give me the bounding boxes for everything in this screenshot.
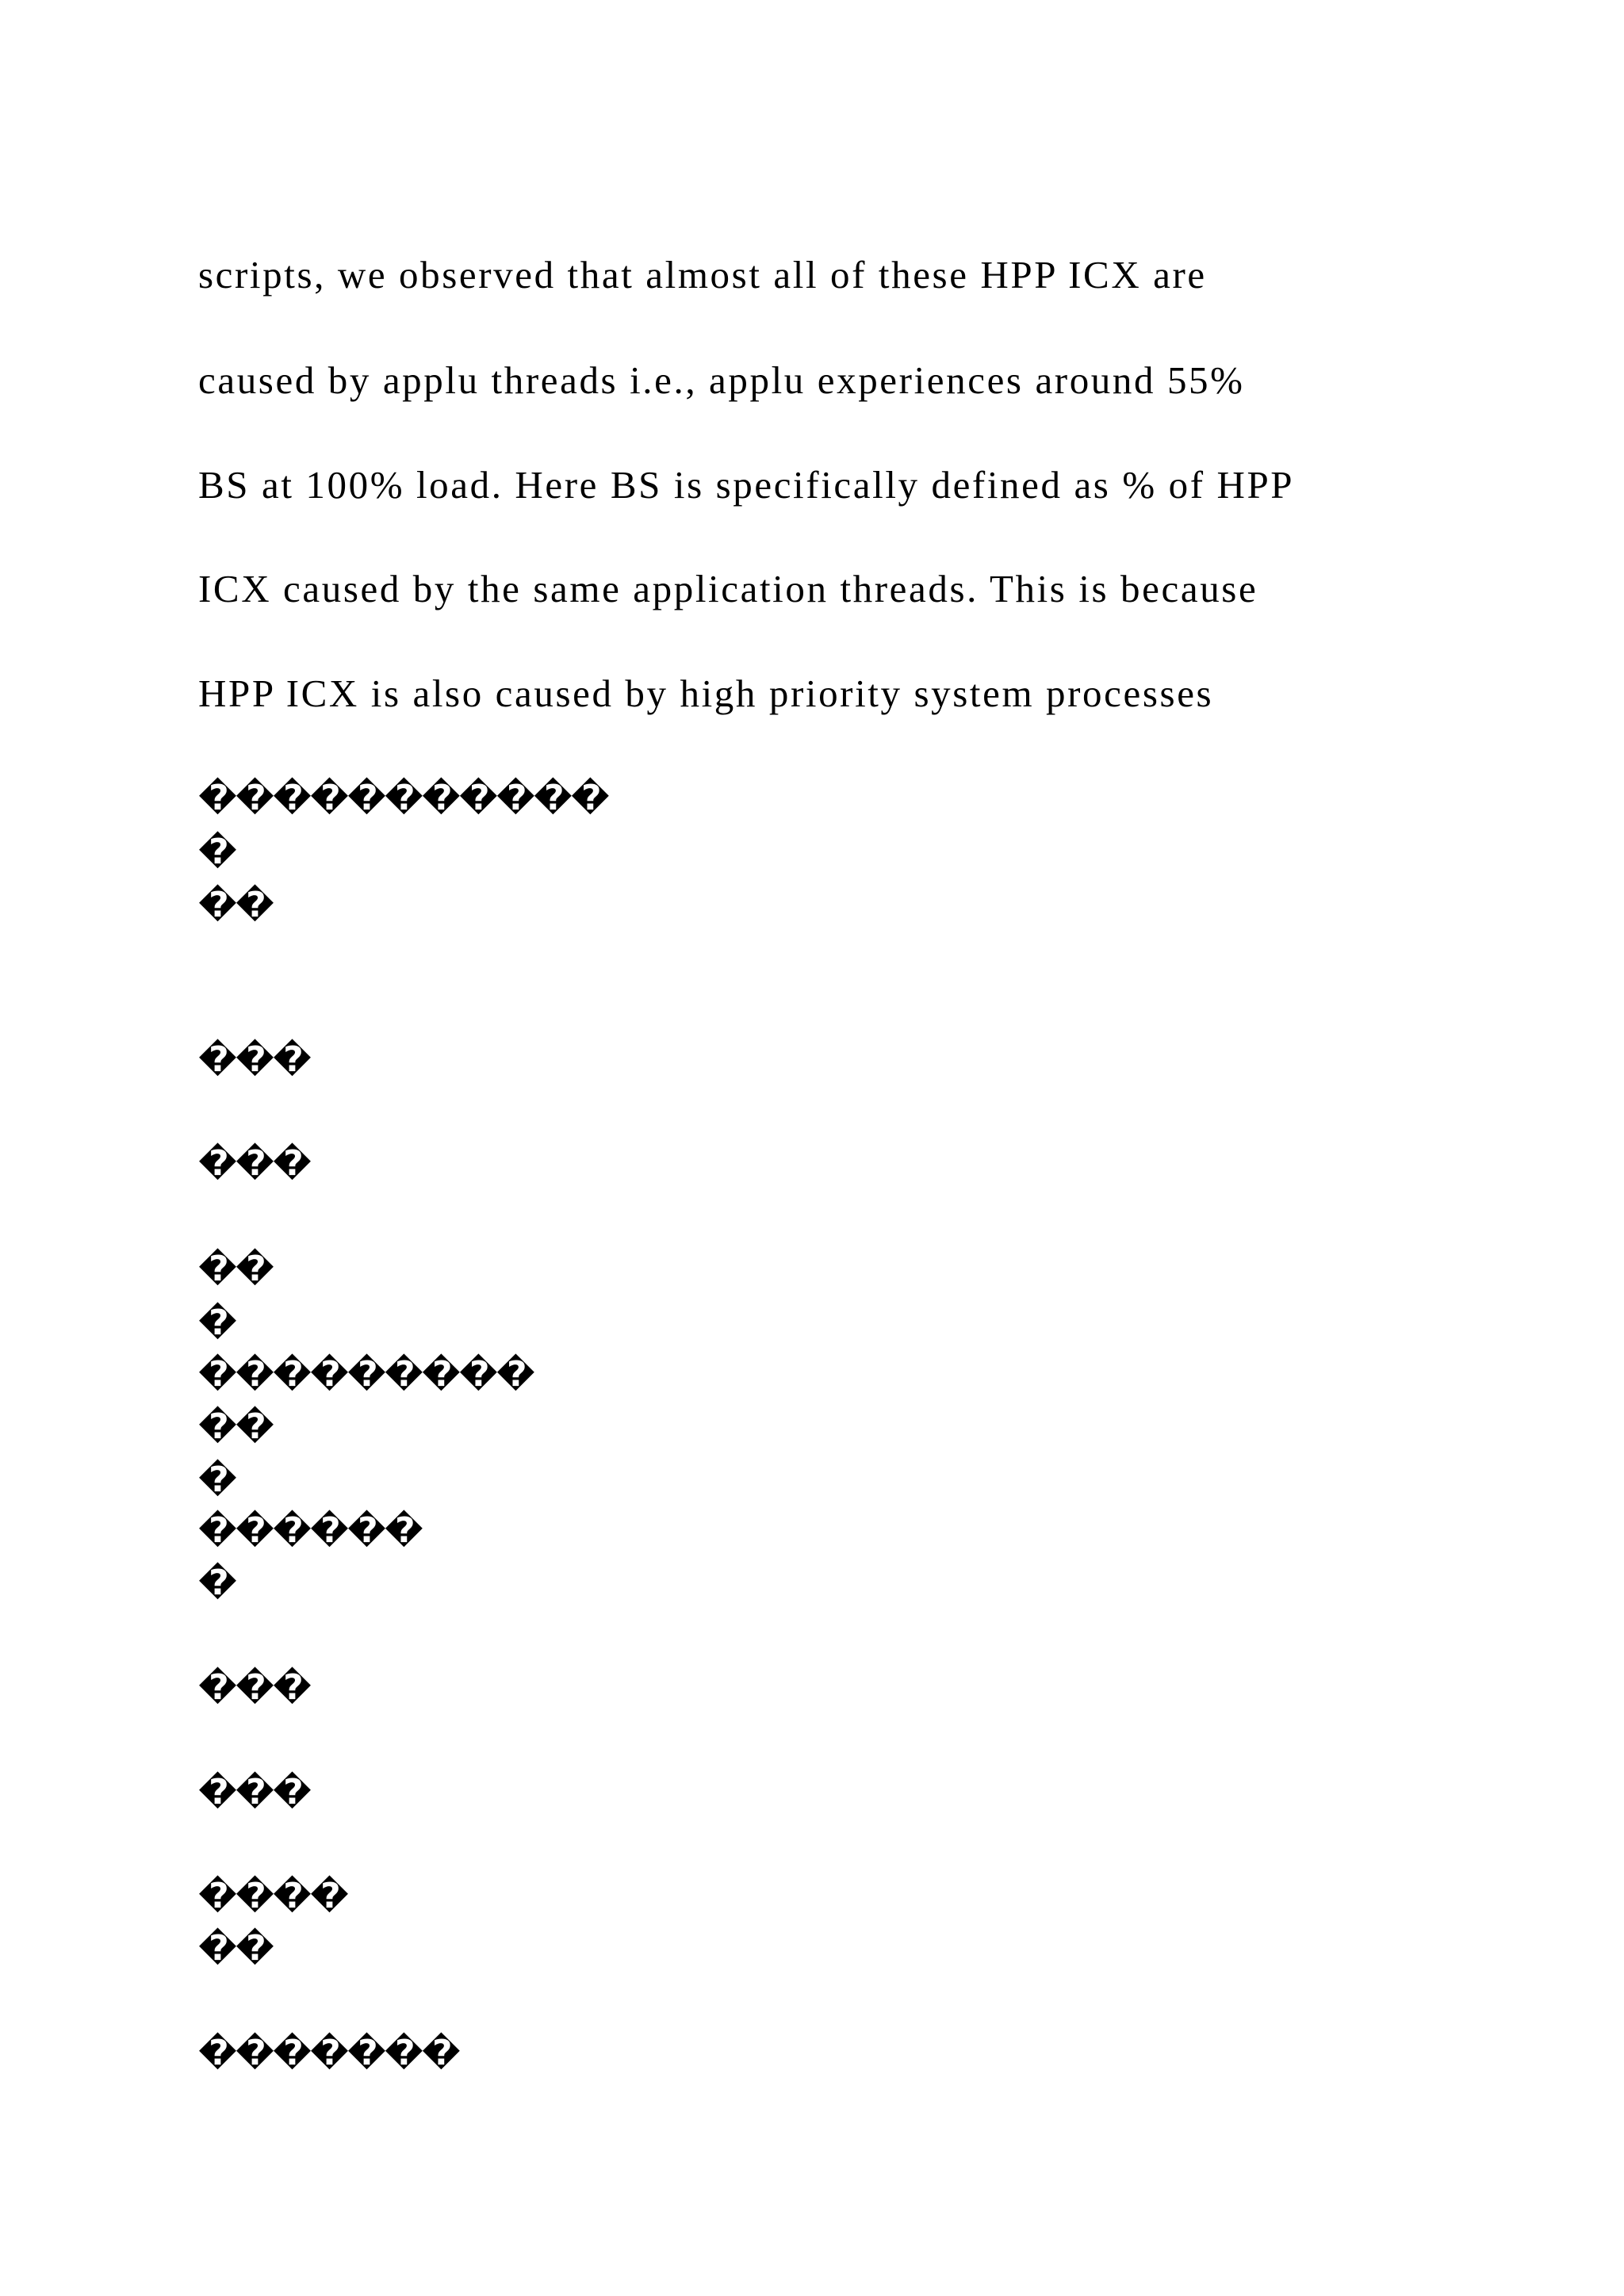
garbled-line-5: ���	[198, 1143, 310, 1184]
garbled-line-14: ���	[198, 1772, 310, 1812]
garbled-line-15: ����	[198, 1876, 347, 1916]
paragraph-line-4: ICX caused by the same application threads. This is because	[198, 567, 1258, 610]
garbled-line-16: ��	[198, 1928, 273, 1969]
paragraph-line-3: BS at 100% load. Here BS is specifically defined as % of HPP	[198, 463, 1295, 507]
garbled-line-7: �	[198, 1303, 236, 1343]
garbled-line-11: ������	[198, 1510, 422, 1551]
garbled-line-17: �������	[198, 2033, 459, 2073]
garbled-line-3: ��	[198, 885, 273, 925]
garbled-line-9: ��	[198, 1406, 273, 1447]
garbled-line-6: ��	[198, 1249, 273, 1289]
paragraph-line-1: scripts, we observed that almost all of these HPP ICX are	[198, 253, 1207, 297]
garbled-line-1: �����������	[198, 778, 608, 818]
garbled-line-4: ���	[198, 1039, 310, 1080]
garbled-line-2: �	[198, 832, 236, 872]
garbled-line-12: �	[198, 1563, 236, 1603]
garbled-line-13: ���	[198, 1667, 310, 1708]
paragraph-line-5: HPP ICX is also caused by high priority system processes	[198, 672, 1214, 715]
garbled-line-10: �	[198, 1460, 236, 1500]
paragraph-line-2: caused by applu threads i.e., applu experiences around 55%	[198, 358, 1245, 402]
garbled-line-8: ���������	[198, 1354, 534, 1395]
